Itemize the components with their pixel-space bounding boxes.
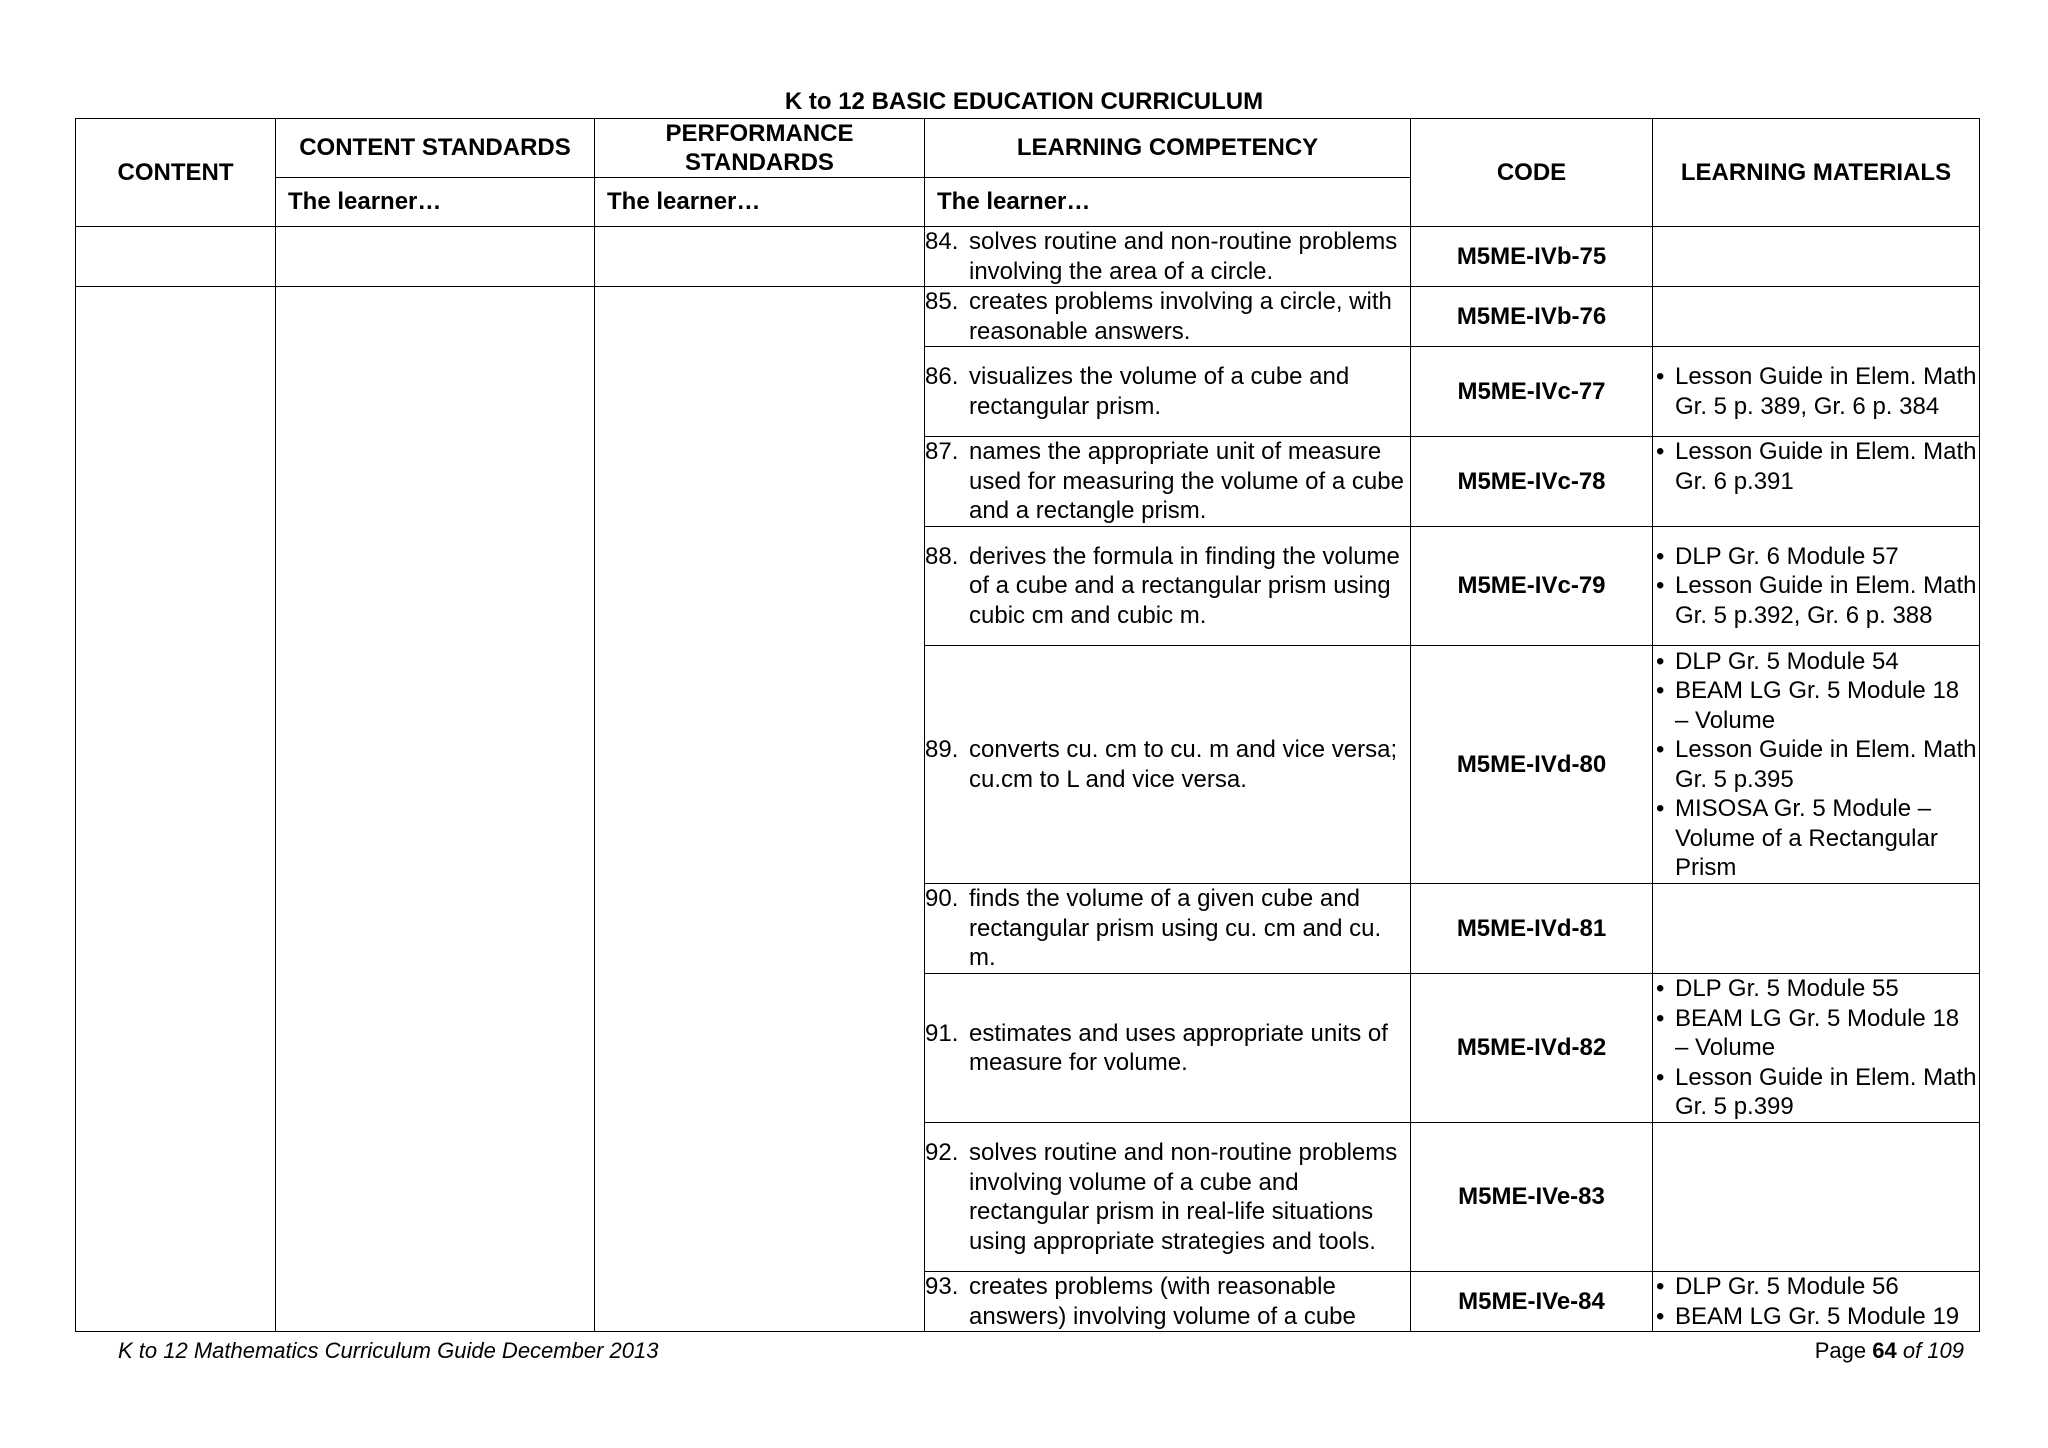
- header-learning-competency: LEARNING COMPETENCY: [925, 119, 1411, 178]
- material-item: • MISOSA Gr. 5 Module – Volume of a Rectangular Prism: [1653, 794, 1979, 883]
- material-item: • BEAM LG Gr. 5 Module 19: [1653, 1302, 1979, 1332]
- material-item: • BEAM LG Gr. 5 Module 18 – Volume: [1653, 676, 1979, 735]
- material-item: • DLP Gr. 5 Module 56: [1653, 1272, 1979, 1302]
- code-cell: M5ME-IVd-81: [1411, 884, 1653, 974]
- code-cell: M5ME-IVe-83: [1411, 1123, 1653, 1272]
- competency-number: 84.: [925, 228, 959, 255]
- code-cell: M5ME-IVe-84: [1411, 1272, 1653, 1332]
- competency-number: 86.: [925, 363, 959, 390]
- materials-cell: [1653, 974, 1980, 1123]
- materials-cell: [1653, 287, 1980, 347]
- competency-number: 85.: [925, 288, 959, 315]
- material-item: • Lesson Guide in Elem. Math Gr. 5 p. 389, Gr. 6 p. 384: [1653, 362, 1979, 421]
- material-item: • Lesson Guide in Elem. Math Gr. 5 p.395: [1653, 735, 1979, 794]
- curriculum-table: [75, 118, 1980, 1332]
- competency-number: 91.: [925, 1019, 959, 1047]
- competency-text: derives the formula in finding the volume of a cube and a rectangular prism using cubic cm and cubic m.: [969, 542, 1400, 629]
- code-cell: M5ME-IVb-76: [1411, 287, 1653, 347]
- competency-number: 89.: [925, 736, 959, 763]
- competency-text: solves routine and non-routine problems involving volume of a cube and rectangular prism in real-life situations using appropriate strategies and tools.: [969, 1139, 1398, 1255]
- header-code: CODE: [1411, 119, 1653, 227]
- competency-cell: [925, 527, 1411, 646]
- competency-cell: [925, 646, 1411, 884]
- competency-number: 93.: [925, 1273, 959, 1300]
- code-cell: M5ME-IVc-77: [1411, 347, 1653, 437]
- performance-standards-cell: [595, 227, 925, 287]
- material-item: • DLP Gr. 6 Module 57: [1653, 542, 1979, 572]
- competency-number: 88.: [925, 542, 959, 570]
- content-cell: [76, 227, 276, 287]
- material-item: • Lesson Guide in Elem. Math Gr. 5 p.392, Gr. 6 p. 388: [1653, 571, 1979, 630]
- content-standards-cell: [276, 287, 595, 1332]
- competency-cell: [925, 1123, 1411, 1272]
- page-indicator: [1815, 1337, 1964, 1365]
- code-cell: M5ME-IVb-75: [1411, 227, 1653, 287]
- code-cell: M5ME-IVc-78: [1411, 437, 1653, 527]
- competency-text: converts cu. cm to cu. m and vice versa; cu.cm to L and vice versa.: [969, 736, 1398, 793]
- page-total: of 109: [1902, 1338, 1964, 1363]
- materials-cell: [1653, 347, 1980, 437]
- performance-standards-cell: [595, 287, 925, 1332]
- code-cell: M5ME-IVd-80: [1411, 646, 1653, 884]
- competency-text: creates problems (with reasonable answers) involving volume of a cube: [969, 1273, 1356, 1330]
- material-item: • DLP Gr. 5 Module 55: [1653, 974, 1979, 1004]
- competency-number: 92.: [925, 1139, 959, 1166]
- header-learning-materials: LEARNING MATERIALS: [1653, 119, 1980, 227]
- material-item: • BEAM LG Gr. 5 Module 18 – Volume: [1653, 1004, 1979, 1063]
- materials-cell: [1653, 646, 1980, 884]
- code-cell: M5ME-IVc-79: [1411, 527, 1653, 646]
- header-performance-standards: PERFORMANCE STANDARDS: [595, 119, 925, 178]
- page-number: 64: [1872, 1338, 1897, 1363]
- competency-text: finds the volume of a given cube and rectangular prism using cu. cm and cu. m.: [969, 885, 1382, 972]
- header-learner-content-standards: The learner…: [276, 178, 595, 227]
- page-label: Page: [1814, 1338, 1867, 1363]
- competency-number: 90.: [925, 885, 959, 913]
- material-item: • Lesson Guide in Elem. Math Gr. 5 p.399: [1653, 1063, 1979, 1122]
- competency-text: creates problems involving a circle, with reasonable answers.: [969, 288, 1392, 345]
- materials-cell: [1653, 227, 1980, 287]
- materials-cell: [1653, 884, 1980, 974]
- material-item: • Lesson Guide in Elem. Math Gr. 6 p.391: [1653, 437, 1979, 496]
- header-content-standards: CONTENT STANDARDS: [276, 119, 595, 178]
- competency-text: solves routine and non-routine problems involving the area of a circle.: [969, 228, 1398, 285]
- materials-cell: [1653, 1272, 1980, 1332]
- footer-guide-title: K to 12 Mathematics Curriculum Guide December 2013: [118, 1338, 659, 1363]
- table-row: [76, 227, 1980, 287]
- competency-cell: [925, 347, 1411, 437]
- competency-cell: [925, 227, 1411, 287]
- competency-cell: [925, 974, 1411, 1123]
- header-content: CONTENT: [76, 119, 276, 227]
- content-standards-cell: [276, 227, 595, 287]
- document-title: K to 12 BASIC EDUCATION CURRICULUM: [784, 88, 1264, 115]
- competency-text: names the appropriate unit of measure used for measuring the volume of a cube and a rectangle prism.: [969, 438, 1404, 525]
- content-cell: [76, 287, 276, 1332]
- competency-text: visualizes the volume of a cube and rectangular prism.: [969, 363, 1350, 420]
- competency-cell: [925, 287, 1411, 347]
- materials-cell: [1653, 1123, 1980, 1272]
- competency-cell: [925, 884, 1411, 974]
- materials-cell: [1653, 527, 1980, 646]
- competency-cell: [925, 1272, 1411, 1332]
- header-learner-performance-standards: The learner…: [595, 178, 925, 227]
- code-cell: M5ME-IVd-82: [1411, 974, 1653, 1123]
- material-item: • DLP Gr. 5 Module 54: [1653, 647, 1979, 677]
- materials-cell: [1653, 437, 1980, 527]
- competency-cell: [925, 437, 1411, 527]
- competency-text: estimates and uses appropriate units of measure for volume.: [969, 1019, 1388, 1076]
- table-row: [76, 287, 1980, 347]
- competency-number: 87.: [925, 438, 959, 466]
- header-learner-competency: The learner…: [925, 178, 1411, 227]
